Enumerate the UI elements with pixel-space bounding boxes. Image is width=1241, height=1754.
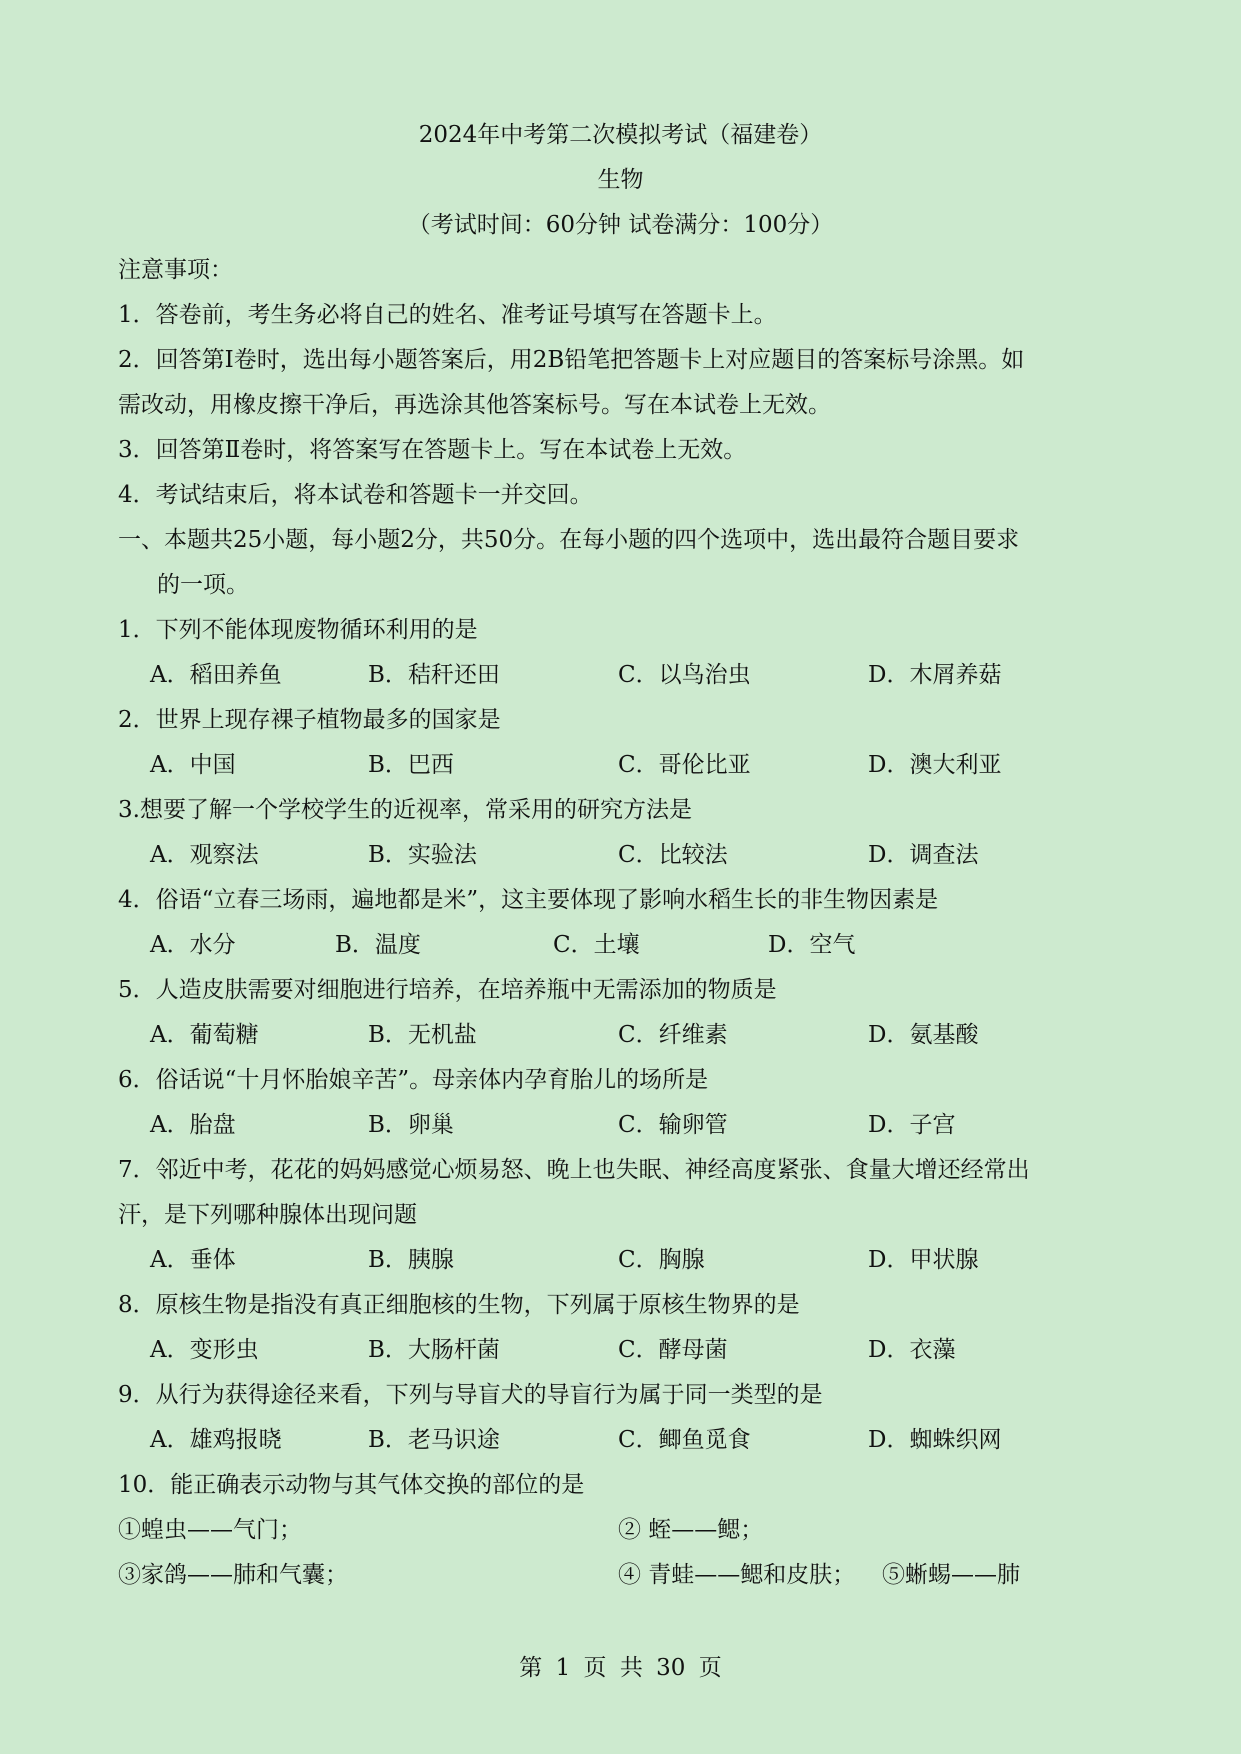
option-a: A．葡萄糖 xyxy=(150,1022,259,1048)
question-stem: 9．从行为获得途径来看，下列与导盲犬的导盲行为属于同一类型的是 xyxy=(118,1382,823,1408)
option-c: C．胸腺 xyxy=(618,1247,705,1273)
option-b: B．大肠杆菌 xyxy=(368,1337,500,1363)
option-c: C．输卵管 xyxy=(618,1112,728,1138)
option-b: B．卵巢 xyxy=(368,1112,454,1138)
option-b: B．实验法 xyxy=(368,842,477,868)
statement-item: ④ 青蛙——鳃和皮肤； xyxy=(618,1562,856,1588)
question-stem: 10．能正确表示动物与其气体交换的部位的是 xyxy=(118,1472,585,1498)
option-c: C．以鸟治虫 xyxy=(618,662,751,688)
option-b: B．巴西 xyxy=(368,752,454,778)
notice-item: 3．回答第Ⅱ卷时，将答案写在答题卡上。写在本试卷上无效。 xyxy=(118,437,747,463)
option-a: A．垂体 xyxy=(150,1247,236,1273)
option-d: D．澳大利亚 xyxy=(868,752,1002,778)
notice-item: 1．答卷前，考生务必将自己的姓名、准考证号填写在答题卡上。 xyxy=(118,302,777,328)
option-a: A．中国 xyxy=(150,752,236,778)
option-c: C．土壤 xyxy=(553,932,640,958)
question-stem: 1．下列不能体现废物循环利用的是 xyxy=(118,617,478,643)
option-c: C．比较法 xyxy=(618,842,728,868)
option-b: B．秸秆还田 xyxy=(368,662,500,688)
notice-heading: 注意事项： xyxy=(118,257,233,283)
option-a: A．水分 xyxy=(150,932,236,958)
notice-item: 需改动，用橡皮擦干净后，再选涂其他答案标号。写在本试卷上无效。 xyxy=(118,392,831,418)
question-stem: 7．邻近中考，花花的妈妈感觉心烦易怒、晚上也失眠、神经高度紧张、食量大增还经常出 xyxy=(118,1157,1030,1183)
statement-item: ③家鸽——肺和气囊； xyxy=(118,1562,348,1588)
section-heading: 一、本题共25小题，每小题2分，共50分。在每小题的四个选项中，选出最符合题目要求 xyxy=(118,527,1020,553)
question-stem-cont: 汗，是下列哪种腺体出现问题 xyxy=(118,1202,417,1228)
question-stem: 8．原核生物是指没有真正细胞核的生物，下列属于原核生物界的是 xyxy=(118,1292,800,1318)
page-footer: 第 1 页 共 30 页 xyxy=(519,1655,722,1681)
option-d: D．甲状腺 xyxy=(868,1247,979,1273)
option-d: D．蜘蛛织网 xyxy=(868,1427,1002,1453)
exam-info: （考试时间：60分钟 试卷满分：100分） xyxy=(407,212,834,238)
option-b: B．无机盐 xyxy=(368,1022,477,1048)
statement-item: ② 蛭——鳃； xyxy=(618,1517,764,1543)
question-stem: 2．世界上现存裸子植物最多的国家是 xyxy=(118,707,501,733)
statement-item: ①蝗虫——气门； xyxy=(118,1517,302,1543)
section-heading-cont: 的一项。 xyxy=(157,572,249,598)
option-a: A．变形虫 xyxy=(150,1337,259,1363)
statement-item: ⑤蜥蜴——肺 xyxy=(882,1562,1020,1588)
option-a: A．稻田养鱼 xyxy=(150,662,282,688)
option-a: A．胎盘 xyxy=(150,1112,236,1138)
notice-item: 2．回答第Ⅰ卷时，选出每小题答案后，用2B铅笔把答题卡上对应题目的答案标号涂黑。如 xyxy=(118,347,1025,373)
option-d: D．空气 xyxy=(768,932,856,958)
option-c: C．纤维素 xyxy=(618,1022,728,1048)
question-stem: 4．俗语“立春三场雨，遍地都是米”，这主要体现了影响水稻生长的非生物因素是 xyxy=(118,887,939,913)
notice-item: 4．考试结束后，将本试卷和答题卡一并交回。 xyxy=(118,482,593,508)
option-d: D．氨基酸 xyxy=(868,1022,979,1048)
question-stem: 5．人造皮肤需要对细胞进行培养，在培养瓶中无需添加的物质是 xyxy=(118,977,777,1003)
option-d: D．木屑养菇 xyxy=(868,662,1002,688)
option-b: B．胰腺 xyxy=(368,1247,454,1273)
question-stem: 3.想要了解一个学校学生的近视率，常采用的研究方法是 xyxy=(118,797,692,823)
option-d: D．子宫 xyxy=(868,1112,956,1138)
question-stem: 6．俗话说“十月怀胎娘辛苦”。母亲体内孕育胎儿的场所是 xyxy=(118,1067,709,1093)
option-a: A．雄鸡报晓 xyxy=(150,1427,282,1453)
option-b: B．温度 xyxy=(335,932,421,958)
option-c: C．酵母菌 xyxy=(618,1337,728,1363)
option-a: A．观察法 xyxy=(150,842,259,868)
option-d: D．衣藻 xyxy=(868,1337,956,1363)
subject-title: 生物 xyxy=(597,167,644,193)
exam-title: 2024年中考第二次模拟考试（福建卷） xyxy=(418,122,823,148)
option-c: C．鲫鱼觅食 xyxy=(618,1427,751,1453)
option-b: B．老马识途 xyxy=(368,1427,500,1453)
option-d: D．调查法 xyxy=(868,842,979,868)
option-c: C．哥伦比亚 xyxy=(618,752,751,778)
